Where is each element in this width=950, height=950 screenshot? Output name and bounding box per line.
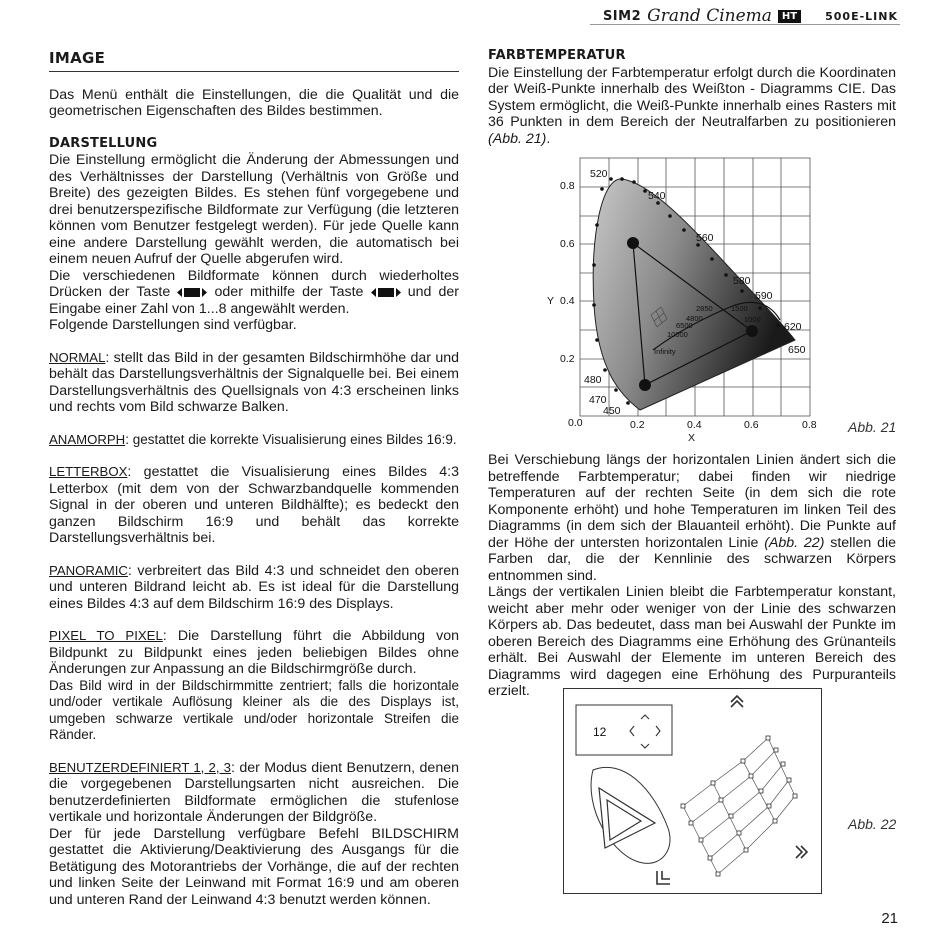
darstellung-paragraph-2: Die verschiedenen Bildformate können durch wiederholtes Drücken der Taste oder mithilfe der Taste und der Eingabe einer Zahl von 1...8 angewählt werden. xyxy=(49,267,459,317)
y-tick-02: 0.2 xyxy=(560,353,575,365)
ht-badge: HT xyxy=(778,10,801,23)
wl-480: 480 xyxy=(584,374,602,386)
wl-520: 520 xyxy=(590,168,608,180)
x-tick-06: 0.6 xyxy=(744,419,759,431)
mode-normal: NORMAL: stellt das Bild in der gesamten Bildschirmhöhe dar und behält das Darstellungsverhältnis der Signalquelle bei. Bei einem Darstellungsverhältnis des Quellsignals von 4:3 erscheinen links und rechts vom Bild schwarze Balken. xyxy=(49,349,459,415)
wl-590: 590 xyxy=(755,290,773,302)
wl-580: 580 xyxy=(733,275,751,287)
y-tick-04: 0.4 xyxy=(560,295,575,307)
model-name: 500E-LINK xyxy=(825,9,898,23)
caption-abb-22: Abb. 22 xyxy=(848,816,897,832)
wl-650: 650 xyxy=(788,344,806,356)
mode-user-defined: BENUTZERDEFINIERT 1, 2, 3: der Modus dient Benutzern, denen die vorgegebenen Darstellungsarten nicht ausreichen. Die benutzerdefinierten Bildformate ermöglichen die stufenlose vertikale und horizontale Änderungen der Bildgröße. xyxy=(49,759,459,825)
value-display: 12 xyxy=(593,725,607,739)
farbtemperatur-paragraph-2: Bei Verschiebung längs der horizontalen Linien ändert sich die betreffende Farbtemperatur; dabei finden wir niedrige Temperaturen auf der rechten Seite (in dem sich die rote Komponente erhöht) und hohe Temperaturen im linken Teil des Diagramms (in dem sich der Blauanteil erhöht). Die Punkte auf der Höhe der untersten horizontalen Linie (Abb. 22) stellen die Farben dar, die der Kennlinie des schwarzen Körpers entnommen sind. xyxy=(488,452,896,584)
x-axis-label: X xyxy=(688,432,696,444)
wl-540: 540 xyxy=(648,190,666,202)
mode-pixel-to-pixel-2: Das Bild wird in der Bildschirmmitte zentriert; falls die horizontale und/oder vertikale Auflösung kleiner als die des Displays ist, umgeben schwarze vertikale und/oder horizontale Streifen die Ränder. xyxy=(49,677,459,742)
mode-user-defined-2: Der für jede Darstellung verfügbare Befehl BILDSCHIRM gestattet die Aktivierung/Deaktivierung des Ausgangs für die Betätigung des Motorantriebs der Vorhänge, die auf der rechten und linken Seite der Leinwand mit Format 16:9 und am oberen und unteren Rand der Leinwand 4:3 benutzt werden können. xyxy=(49,825,459,908)
x-tick-08: 0.8 xyxy=(802,419,817,431)
aspect-key-icon-2 xyxy=(371,287,401,298)
mode-panoramic: PANORAMIC: verbreitert das Bild 4:3 und schneidet den oberen und unteren Bildrand leicht ab. Es ist ideal für die Darstellung eines Bildes 4:3 auf dem Bildschirm 16:9 des Displays. xyxy=(49,562,459,612)
series-logo: Grand Cinema xyxy=(647,6,772,26)
page-number: 21 xyxy=(881,910,898,927)
cie-diagram xyxy=(547,155,850,445)
wl-470: 470 xyxy=(589,394,607,406)
mode-anamorph: ANAMORPH: gestattet die korrekte Visualisierung eines Bildes 16:9. xyxy=(49,431,457,447)
y-tick-06: 0.6 xyxy=(560,238,575,250)
mode-pixel-to-pixel: PIXEL TO PIXEL: Die Darstellung führt die Abbildung von Bildpunkt zu Bildpunkt eines jeden beliebigen Bildes ohne Änderungen zur Anpassung an die Bildschirmgröße durch. xyxy=(49,628,459,677)
origin-tick: 0.0 xyxy=(568,417,583,429)
y-tick-08: 0.8 xyxy=(560,180,575,192)
temp-1000: 1000 xyxy=(744,315,761,324)
farbtemperatur-paragraph-1: Die Einstellung der Farbtemperatur erfolgt durch die Koordinaten der Weiß-Punkte innerhalb des Weißton - Diagramms CIE. Das System ermöglicht, die Weiß-Punkte innerhalb eines Rasters mit 36 Punkten in dem Bereich der Neutralfarben zu positionieren (Abb. 21). xyxy=(488,64,896,147)
darstellung-paragraph-1: Die Einstellung ermöglicht die Änderung der Abmessungen und des Verhältnisses der Darstellung (Verhältnis von Größe und Breite) des gezeigten Bildes. Es stehen fünf vorgegebene und drei benutzerspezifische Bildformate zur Verfügung (die letzteren können vom Benutzer festgelegt werden). Für jede Quelle kann eine andere Darstellung gewählt werden, die automatisch bei einem neuen Aufruf der Quelle abgerufen wird. xyxy=(49,152,459,267)
wl-450: 450 xyxy=(603,405,621,417)
y-axis-label: Y xyxy=(547,295,555,307)
section-title-image: IMAGE xyxy=(49,50,459,72)
value-box xyxy=(576,705,672,755)
brand-logo: SIM2 xyxy=(602,8,642,24)
right-column-lower xyxy=(488,452,896,700)
temp-2850: 2850 xyxy=(696,304,713,313)
temp-10000: 10000 xyxy=(667,330,688,339)
header-rule xyxy=(590,24,900,25)
x-tick-04: 0.4 xyxy=(687,419,702,431)
page-header xyxy=(603,6,898,26)
mode-letterbox: LETTERBOX: gestattet die Visualisierung eines Bildes 4:3 Letterbox (mit dem von der Schwarzbandquelle kommenden Signal in der oberen und unteren Bildhälfte); es bedeckt den ganzen Bildschirm 16:9 und behält das korrekte Darstellungsverhältnis bei. xyxy=(49,464,459,546)
intro-text: Das Menü enthält die Einstellungen, die die Qualität und die geometrischen Eigenschaften des Bildes bestimmen. xyxy=(49,86,459,119)
darstellung-title: DARSTELLUNG xyxy=(49,135,158,151)
temp-1500: 1500 xyxy=(731,304,748,313)
right-column xyxy=(488,48,896,147)
farbtemperatur-paragraph-3: Längs der vertikalen Linien bleibt die Farbtemperatur konstant, weicht aber mehr oder weniger von der Linie des schwarzen Körpers ab. Das bedeutet, dass man bei Auswahl der Punkte im oberen Bereich des Diagramms eine Erhöhung des Grünanteils erhält. Bei Auswahl der Elemente im unteren Bereich des Diagramms wird dagegen eine Erhöhung des Purpuranteils erzielt. xyxy=(488,584,896,699)
temp-4800: 4800 xyxy=(686,314,703,323)
wl-620: 620 xyxy=(784,321,802,333)
temp-6500: 6500 xyxy=(676,321,693,330)
darstellung-paragraph-3: Folgende Darstellungen sind verfügbar. xyxy=(49,317,297,333)
wl-560: 560 xyxy=(696,232,714,244)
white-point-adjust-figure xyxy=(563,688,822,894)
caption-abb-21: Abb. 21 xyxy=(848,419,897,435)
farbtemperatur-title: FARBTEMPERATUR xyxy=(488,48,626,63)
aspect-key-icon xyxy=(177,287,207,298)
left-column xyxy=(49,48,459,908)
temp-infinity: Infinity xyxy=(654,347,676,356)
x-tick-02: 0.2 xyxy=(630,419,645,431)
